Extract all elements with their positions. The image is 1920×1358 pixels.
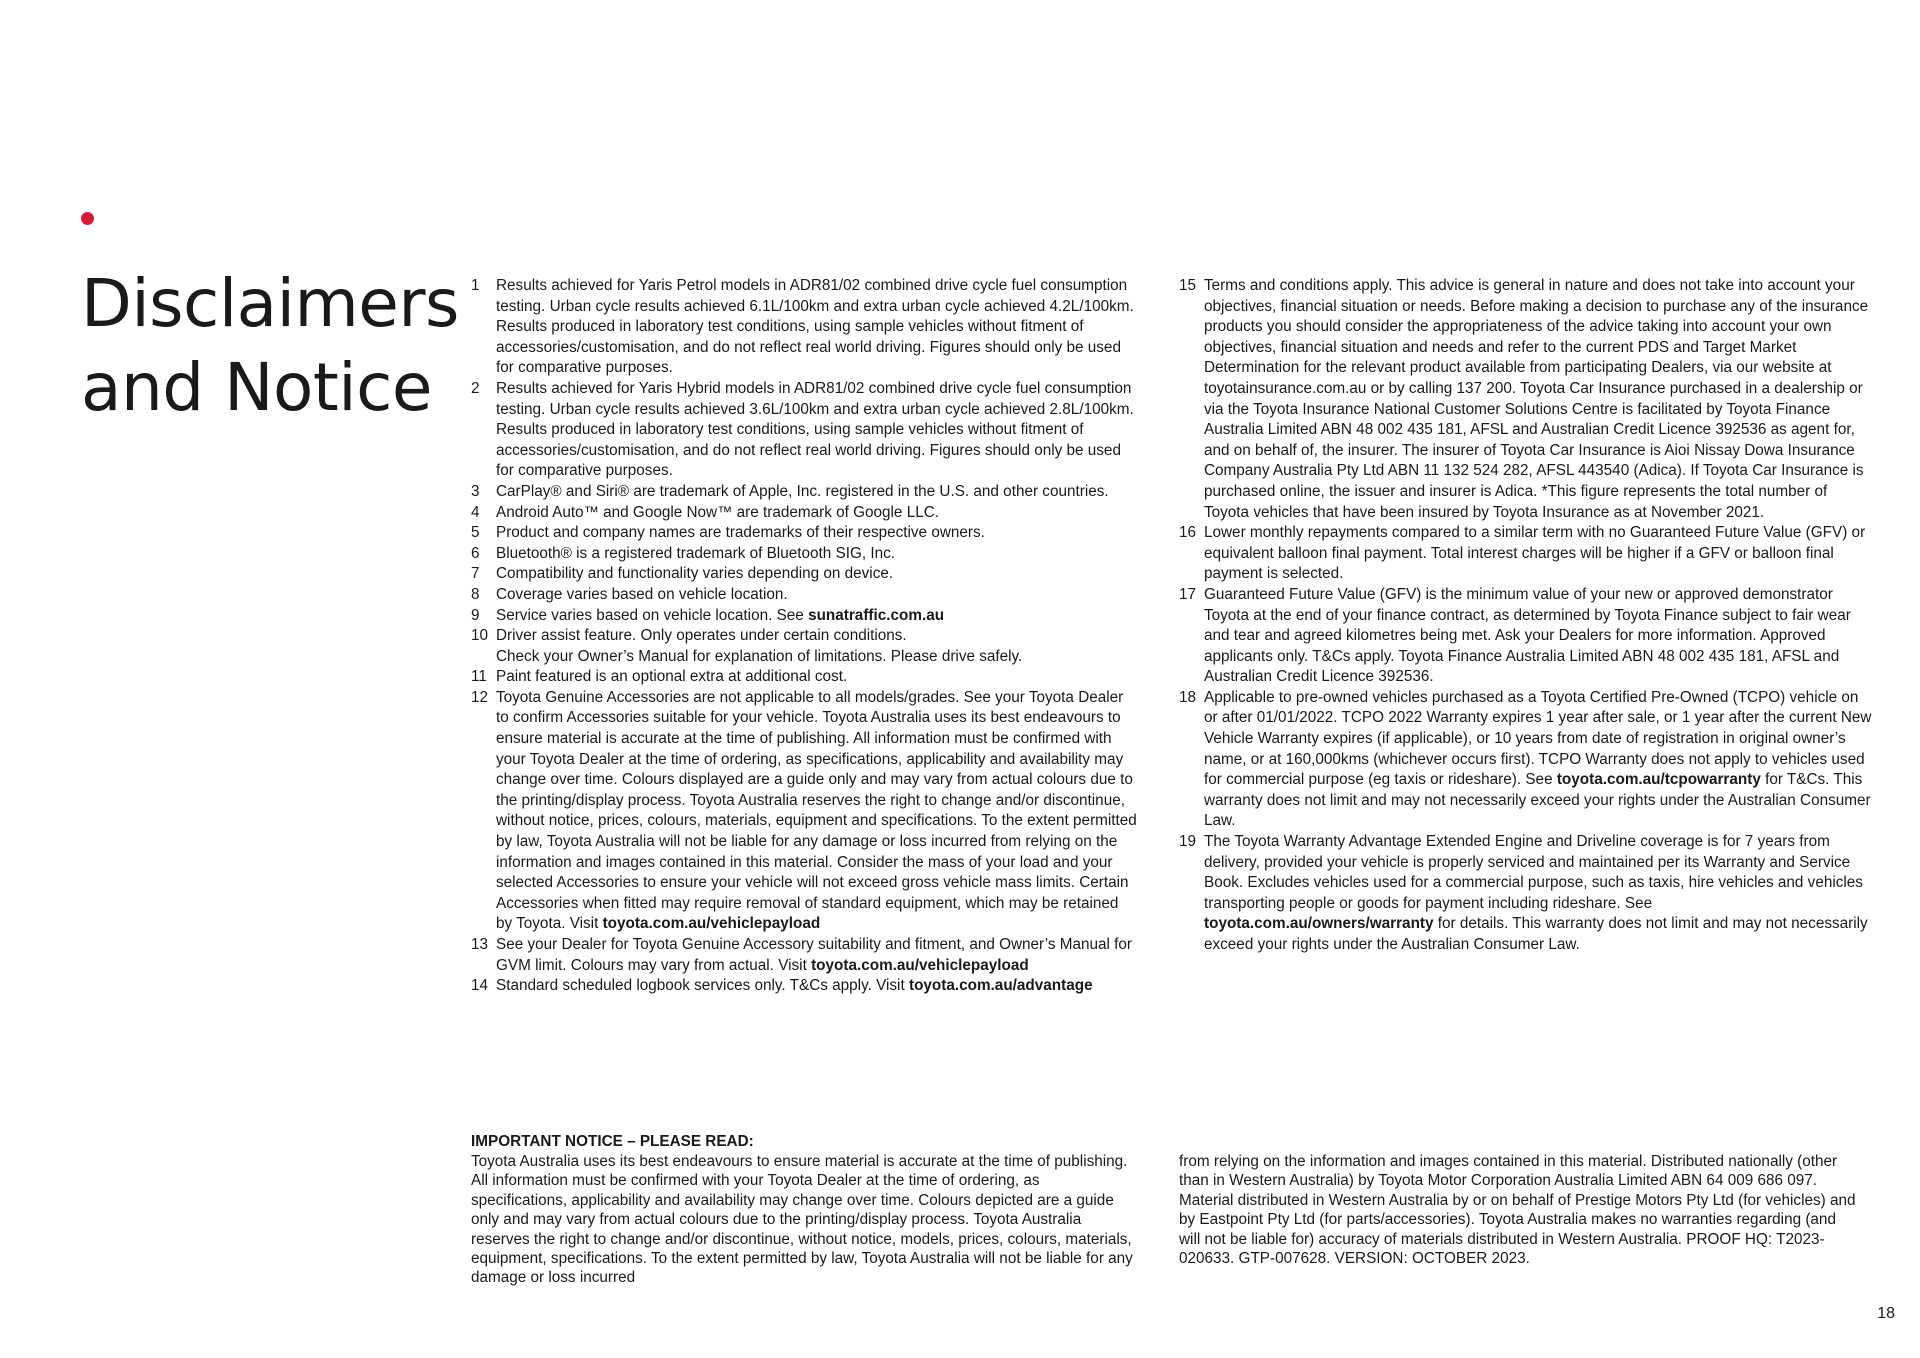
footnote-text-tail: for T&Cs. This warranty does not limit and may not necessarily exceed your rights under the Australian Consumer Law. — [1204, 771, 1871, 830]
footnote-text — [496, 976, 1137, 997]
footnote-text: Coverage varies based on vehicle location. — [496, 585, 788, 603]
footnote — [471, 606, 1137, 627]
footnote — [471, 935, 1137, 976]
important-notice-text-left: Toyota Australia uses its best endeavours to ensure material is accurate at the time of publishing. All information must be confirmed with your Toyota Dealer at the time of ordering, as specifications, applicability and availability may change over time. Colours depicted are a guide only and may vary from actual colours due to the printing/display process. Toyota Australia reserves the right to change and/or discontinue, without notice, models, prices, colours, materials, equipment, specifications. To the extent permitted by law, Toyota Australia will not be liable for any damage or loss incurred — [471, 1153, 1133, 1287]
footnote — [471, 626, 1137, 667]
footnote-text: Lower monthly repayments compared to a similar term with no Guaranteed Future Value (GFV) or equivalent balloon final payment. Total interest charges will be higher if a GFV or balloon final payment is selected. — [1204, 524, 1866, 583]
footnote-text-tail: for details. This warranty does not limit and may not necessarily exceed your rights under the Australian Consumer Law. — [1204, 915, 1868, 953]
footnote-number: 17 — [1179, 585, 1197, 603]
footnote-link[interactable]: toyota.com.au/vehiclepayload — [602, 915, 821, 933]
footnote-text — [496, 935, 1137, 976]
footnote-text — [1204, 832, 1874, 956]
important-notice-text-right: from relying on the information and images contained in this material. Distributed nationally (other than in Western Australia) by Toyota Motor Corporation Australia Limited ABN 64 009 686 097. Material distributed in Western Australia by or on behalf of Prestige Motors Pty Ltd (for vehicles) and by Eastpoint Pty Ltd (for parts/accessories). Toyota Australia makes no warranties regarding (and will not be liable for) accuracy of materials distributed in Western Australia. PROOF HQ: T2023-020633. GTP-007628. VERSION: OCTOBER 2023. — [1179, 1153, 1856, 1268]
footnote-text-body: Toyota Genuine Accessories are not applicable to all models/grades. See your Toyota Dealer to confirm Accessories suitable for your vehicle. Toyota Australia uses its best endeavours to ensure material is accurate at the time of publishing. All information must be confirmed with your Toyota Dealer at the time of ordering, as specifications, applicability and availability may change over time. Colours displayed are a guide only and may vary from actual colours due to the printing/display process. Toyota Australia reserves the right to change and/or discontinue, without notice, prices, colours, materials, equipment and specifications. To the extent permitted by law, Toyota Australia will not be liable for any damage or loss incurred from relying on the information and images contained in this material. Consider the mass of your load and your selected Accessories to ensure your vehicle will not exceed gross vehicle mass limits. Certain Accessories when fitted may require removal of standard equipment, which may be retained by Toyota. Visit — [496, 688, 1137, 933]
page-number: 18 — [1877, 1305, 1895, 1322]
footnote — [471, 564, 1137, 585]
footnote-text: Product and company names are trademarks of their respective owners. — [496, 524, 985, 542]
page-title-line1: Disclaimers — [81, 265, 459, 342]
footnote-text: Terms and conditions apply. This advice is general in nature and does not take into account your objectives, financial situation or needs. Before making a decision to purchase any of the insurance products you should consider the appropriateness of the advice taking into account your own objectives, financial situation and needs and refer to the current PDS and Target Market Determination for the relevant product available from participating Dealers, via our website at toyotainsurance.com.au or by calling 137 200. Toyota Car Insurance purchased in a dealership or via the Toyota Insurance National Customer Solutions Centre is facilitated by Toyota Finance Australia Limited ABN 48 002 435 181, AFSL and Australian Credit Licence 392536 as agent for, and on behalf of, the insurer. The insurer of Toyota Car Insurance is Aioi Nissay Dowa Insurance Company Australia Pty Ltd ABN 11 132 524 282, AFSL 443540 (Adica). If Toyota Car Insurance is purchased online, the issuer and insurer is Adica. *This figure represents the total number of Toyota vehicles that have been insured by Toyota Insurance as at November 2021. — [1204, 277, 1869, 521]
footnote-number: 6 — [471, 544, 480, 562]
important-notice-heading: IMPORTANT NOTICE – PLEASE READ: — [471, 1133, 754, 1150]
footnote-text: Android Auto™ and Google Now™ are trademark of Google LLC. — [496, 503, 940, 521]
footnote-number: 16 — [1179, 524, 1197, 542]
footnote — [471, 482, 1137, 503]
footnote-number: 1 — [471, 277, 480, 294]
footnote-text: Results achieved for Yaris Hybrid models in ADR81/02 combined drive cycle fuel consumption testing. Urban cycle results achieved 3.6L/100km and extra urban cycle achieved 2.8L/100km. Results produced in laboratory test conditions, using sample vehicles without fitment of accessories/customisation, and do not reflect real world driving. Figures should only be used for comparative purposes. — [496, 379, 1134, 480]
footnote — [471, 976, 1137, 997]
footnote-number: 7 — [471, 565, 480, 583]
footnote-number: 2 — [471, 379, 480, 397]
footnote-text — [496, 688, 1137, 935]
footnote-text: Paint featured is an optional extra at additional cost. — [496, 668, 848, 686]
footnote-number: 9 — [471, 606, 480, 624]
footnote-number: 3 — [471, 482, 480, 500]
footnote — [1179, 832, 1874, 956]
footnote-text-body: Applicable to pre-owned vehicles purchased as a Toyota Certified Pre-Owned (TCPO) vehicle on or after 01/01/2022. TCPO 2022 Warranty expires 1 year after sale, or 1 year after the current New Vehicle Warranty expires (if applicable), or 10 years from date of registration in original owner’s name, or at 160,000kms (whichever occurs first). TCPO Warranty does not apply to vehicles used for commercial purpose (eg taxis or rideshare). See — [1204, 688, 1872, 789]
footnote-text: Results achieved for Yaris Petrol models in ADR81/02 combined drive cycle fuel consumption testing. Urban cycle results achieved 6.1L/100km and extra urban cycle achieved 4.2L/100km. Results produced in laboratory test conditions, using sample vehicles without fitment of accessories/customisation, and do not reflect real world driving. Figures should only be used for comparative purposes. — [496, 277, 1134, 377]
footnote — [1179, 688, 1874, 832]
footnote-text-body: Standard scheduled logbook services only. T&Cs apply. Visit — [496, 977, 909, 995]
footnote-number: 14 — [471, 977, 489, 995]
footnote — [471, 276, 1137, 379]
footnote-link[interactable]: toyota.com.au/owners/warranty — [1204, 915, 1434, 933]
footnote-number: 5 — [471, 524, 480, 542]
footnote-text: CarPlay® and Siri® are trademark of Apple, Inc. registered in the U.S. and other countries. — [496, 482, 1109, 500]
footnote — [471, 503, 1137, 524]
footnote — [1179, 585, 1874, 688]
footnote-text-body: The Toyota Warranty Advantage Extended Engine and Driveline coverage is for 7 years from delivery, provided your vehicle is properly serviced and maintained per its Warranty and Service Book. Excludes vehicles used for a commercial purpose, such as taxis, hire vehicles and vehicles transporting people or goods for payment including rideshare. See — [1204, 833, 1863, 912]
footnote-link[interactable]: toyota.com.au/vehiclepayload — [811, 956, 1029, 974]
footnote — [471, 544, 1137, 565]
footnote-number: 13 — [471, 936, 489, 953]
footnote-text: Bluetooth® is a registered trademark of Bluetooth SIG, Inc. — [496, 544, 895, 562]
page-title — [81, 262, 459, 430]
footnote — [471, 667, 1137, 688]
footnote-text — [1204, 688, 1874, 832]
footnote — [471, 688, 1137, 935]
page-title-line2: and Notice — [81, 349, 433, 426]
footnote-number: 19 — [1179, 833, 1197, 851]
footnote-number: 4 — [471, 503, 480, 521]
footnotes-right-column — [1179, 276, 1874, 956]
footnotes-left-column — [471, 276, 1137, 997]
footnote — [471, 585, 1137, 606]
footnote-text — [496, 606, 1137, 627]
footnote — [1179, 523, 1874, 585]
footnote-link[interactable]: sunatraffic.com.au — [808, 606, 945, 624]
footnote-text: Guaranteed Future Value (GFV) is the minimum value of your new or approved demonstrator Toyota at the end of your finance contract, as determined by Toyota Finance subject to fair wear and tear and agreed kilometres being met. Ask your Dealers for more information. Approved applicants only. T&Cs apply. Toyota Finance Australia Limited ABN 48 002 435 181, AFSL and Australian Credit Licence 392536. — [1204, 585, 1851, 686]
footnote-number: 11 — [471, 668, 487, 686]
footnote — [1179, 276, 1874, 523]
footnote-number: 18 — [1179, 688, 1197, 706]
footnote-text — [496, 626, 1137, 667]
footnote-number: 10 — [471, 627, 489, 645]
footnote-number: 8 — [471, 585, 480, 603]
footnote-text-body: See your Dealer for Toyota Genuine Accessory suitability and fitment, and Owner’s Manual for GVM limit. Colours may vary from actual. Visit — [496, 936, 1133, 974]
red-dot-marker — [81, 212, 94, 225]
footnote-line: Driver assist feature. Only operates under certain conditions. — [496, 627, 907, 645]
footnote-number: 12 — [471, 688, 489, 706]
footnote-link[interactable]: toyota.com.au/advantage — [908, 977, 1093, 995]
footnote — [471, 379, 1137, 482]
footnote-line: Check your Owner’s Manual for explanation of limitations. Please drive safely. — [496, 647, 1023, 665]
footnote-link[interactable]: toyota.com.au/tcpowarranty — [1556, 771, 1761, 789]
footnote — [471, 523, 1137, 544]
footnote-text-body: Service varies based on vehicle location. See — [496, 606, 809, 624]
footnote-text: Compatibility and functionality varies depending on device. — [496, 565, 894, 583]
footnote-number: 15 — [1179, 277, 1197, 294]
